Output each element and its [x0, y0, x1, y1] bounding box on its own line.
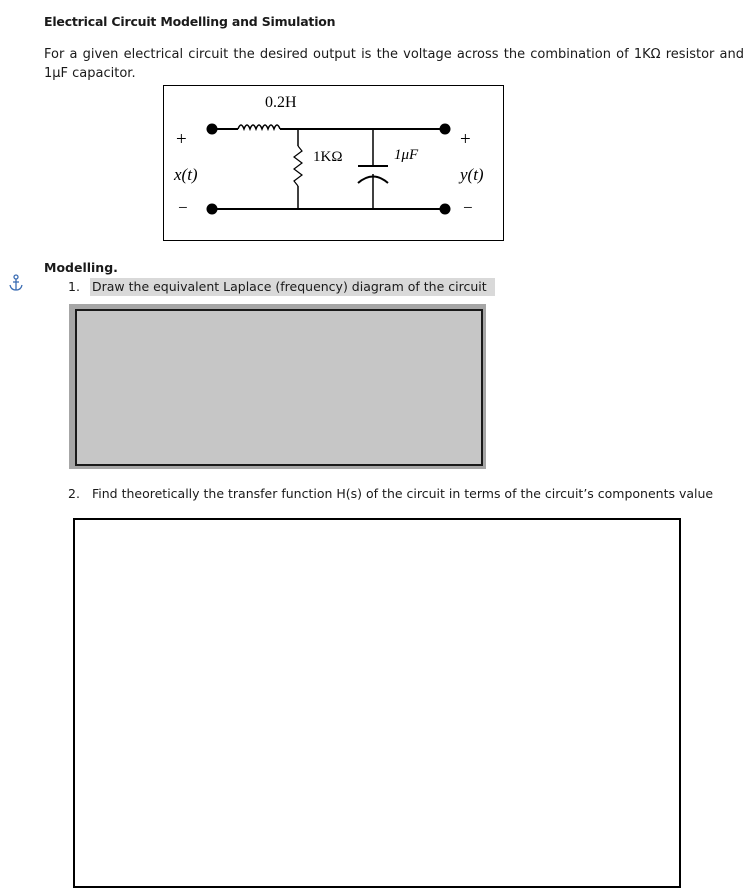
- question-1-text: Draw the equivalent Laplace (frequency) diagram of the circuit: [90, 278, 495, 296]
- input-label: x(t): [174, 165, 198, 184]
- input-terminal-bottom: [207, 204, 218, 215]
- capacitor-label: 1μF: [394, 147, 419, 163]
- intro-paragraph: For a given electrical circuit the desired output is the voltage across the combination of 1KΩ resistor and 1μF capacitor.: [44, 47, 744, 81]
- input-plus-sign: +: [176, 129, 187, 150]
- circuit-figure: [163, 85, 504, 241]
- answer-1-box[interactable]: [75, 309, 483, 466]
- resistor-symbol: [294, 146, 302, 186]
- circuit-diagram: [164, 86, 503, 240]
- inductor-symbol: [238, 125, 280, 129]
- input-minus-sign: −: [178, 198, 188, 217]
- output-minus-sign: −: [463, 198, 473, 217]
- resistor-label: 1KΩ: [313, 149, 343, 165]
- question-1-number: 1.: [68, 279, 80, 294]
- output-plus-sign: +: [460, 129, 471, 150]
- modelling-heading: Modelling.: [44, 260, 118, 275]
- output-terminal-top: [440, 124, 451, 135]
- output-label: y(t): [460, 165, 484, 184]
- question-2-number: 2.: [68, 486, 80, 501]
- output-terminal-bottom: [440, 204, 451, 215]
- question-2-text: Find theoretically the transfer function H(s) of the circuit in terms of the circuit’s components value: [92, 486, 714, 501]
- answer-2-box[interactable]: [73, 518, 681, 888]
- anchor-icon: [8, 274, 24, 292]
- document-title: Electrical Circuit Modelling and Simulation: [44, 14, 336, 29]
- inductor-label: 0.2H: [265, 94, 297, 111]
